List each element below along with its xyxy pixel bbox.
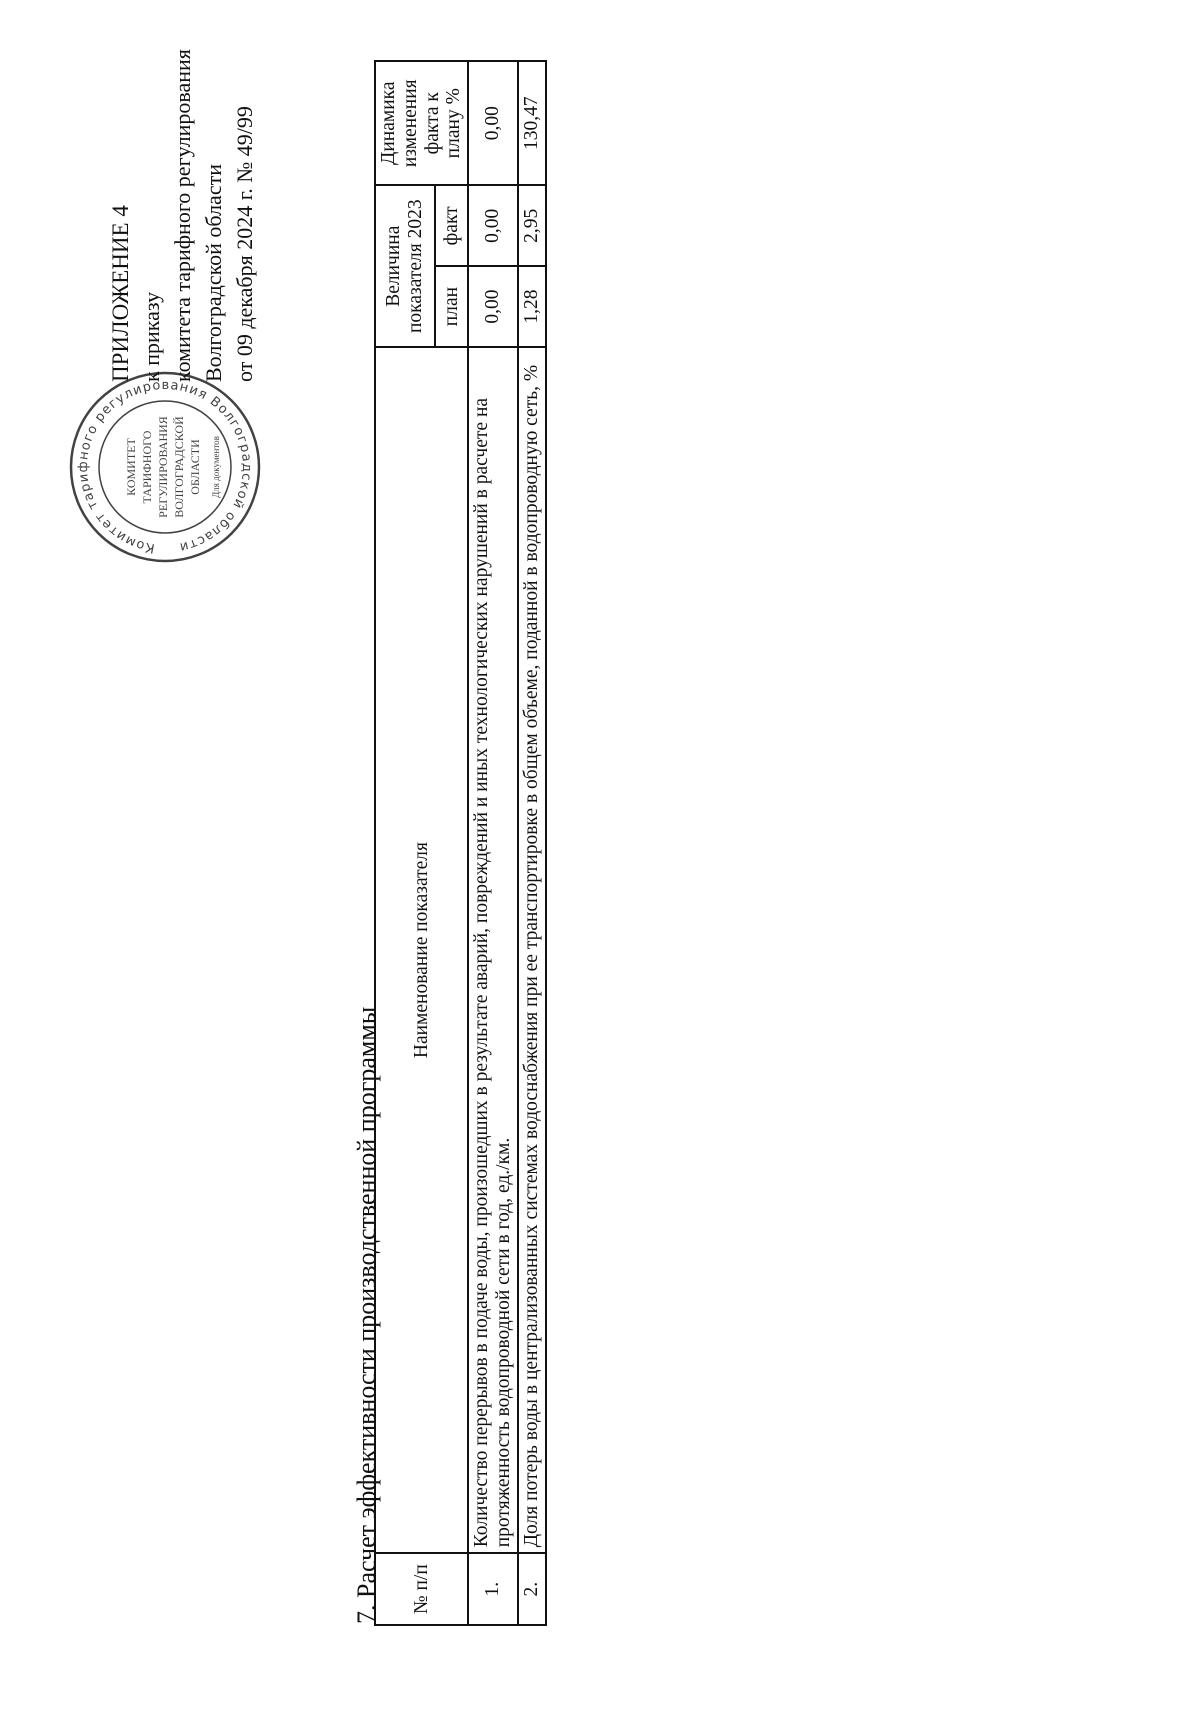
header-line-order: к приказу [139, 291, 164, 382]
seal-center-line-1: КОМИТЕТ [124, 438, 138, 496]
row-name: Количество перерывов в подаче воды, произошедших в результате аварий, повреждений и иных технологических нарушений в расчете на протяженность водопроводной сети в год, ед./км. [468, 347, 518, 1553]
table-row [518, 61, 546, 1625]
row-plan: 0,00 [468, 266, 518, 347]
row-num: 1. [468, 1553, 518, 1625]
official-seal [65, 367, 265, 567]
document-header [105, 2, 260, 382]
row-num: 2. [518, 1553, 546, 1625]
header-line-committee: комитета тарифного регулирования [170, 49, 195, 382]
header-fact: факт [435, 185, 469, 266]
row-dynamics: 130,47 [518, 61, 546, 185]
header-dynamics: Динамика изменения факта к плану % [375, 61, 468, 185]
table-header-row [375, 61, 435, 1625]
section-title: 7. Расчет эффективности производственной программы [352, 1006, 381, 1624]
seal-center-line-5: ОБЛАСТИ [188, 439, 202, 495]
seal-center-line-2: ТАРИФНОГО [140, 430, 154, 504]
header-num: № п/п [375, 1553, 468, 1625]
row-name: Доля потерь воды в централизованных системах водоснабжения при ее транспортировке в общем объеме, поданной в водопроводную сеть, % [518, 347, 546, 1553]
header-name: Наименование показателя [375, 347, 468, 1553]
seal-ring-text: Комитет тарифного регулирования Волгоградской области [75, 377, 255, 556]
header-line-region: Волгоградской области [201, 164, 226, 382]
table-row [468, 61, 518, 1625]
seal-center-line-3: РЕГУЛИРОВАНИЯ [156, 416, 170, 518]
header-plan: план [435, 266, 469, 347]
row-dynamics: 0,00 [468, 61, 518, 185]
row-plan: 1,28 [518, 266, 546, 347]
header-value: Величина показателя 2023 [375, 185, 435, 346]
seal-center-line-4: ВОЛГОГРАДСКОЙ [172, 416, 186, 518]
header-line-date: от 09 декабря 2024 г. № 49/99 [232, 106, 257, 382]
row-fact: 0,00 [468, 185, 518, 266]
appendix-title: ПРИЛОЖЕНИЕ 4 [108, 205, 133, 382]
efficiency-table [374, 60, 547, 1626]
row-fact: 2,95 [518, 185, 546, 266]
seal-bottom-text: Для документов [211, 436, 221, 498]
